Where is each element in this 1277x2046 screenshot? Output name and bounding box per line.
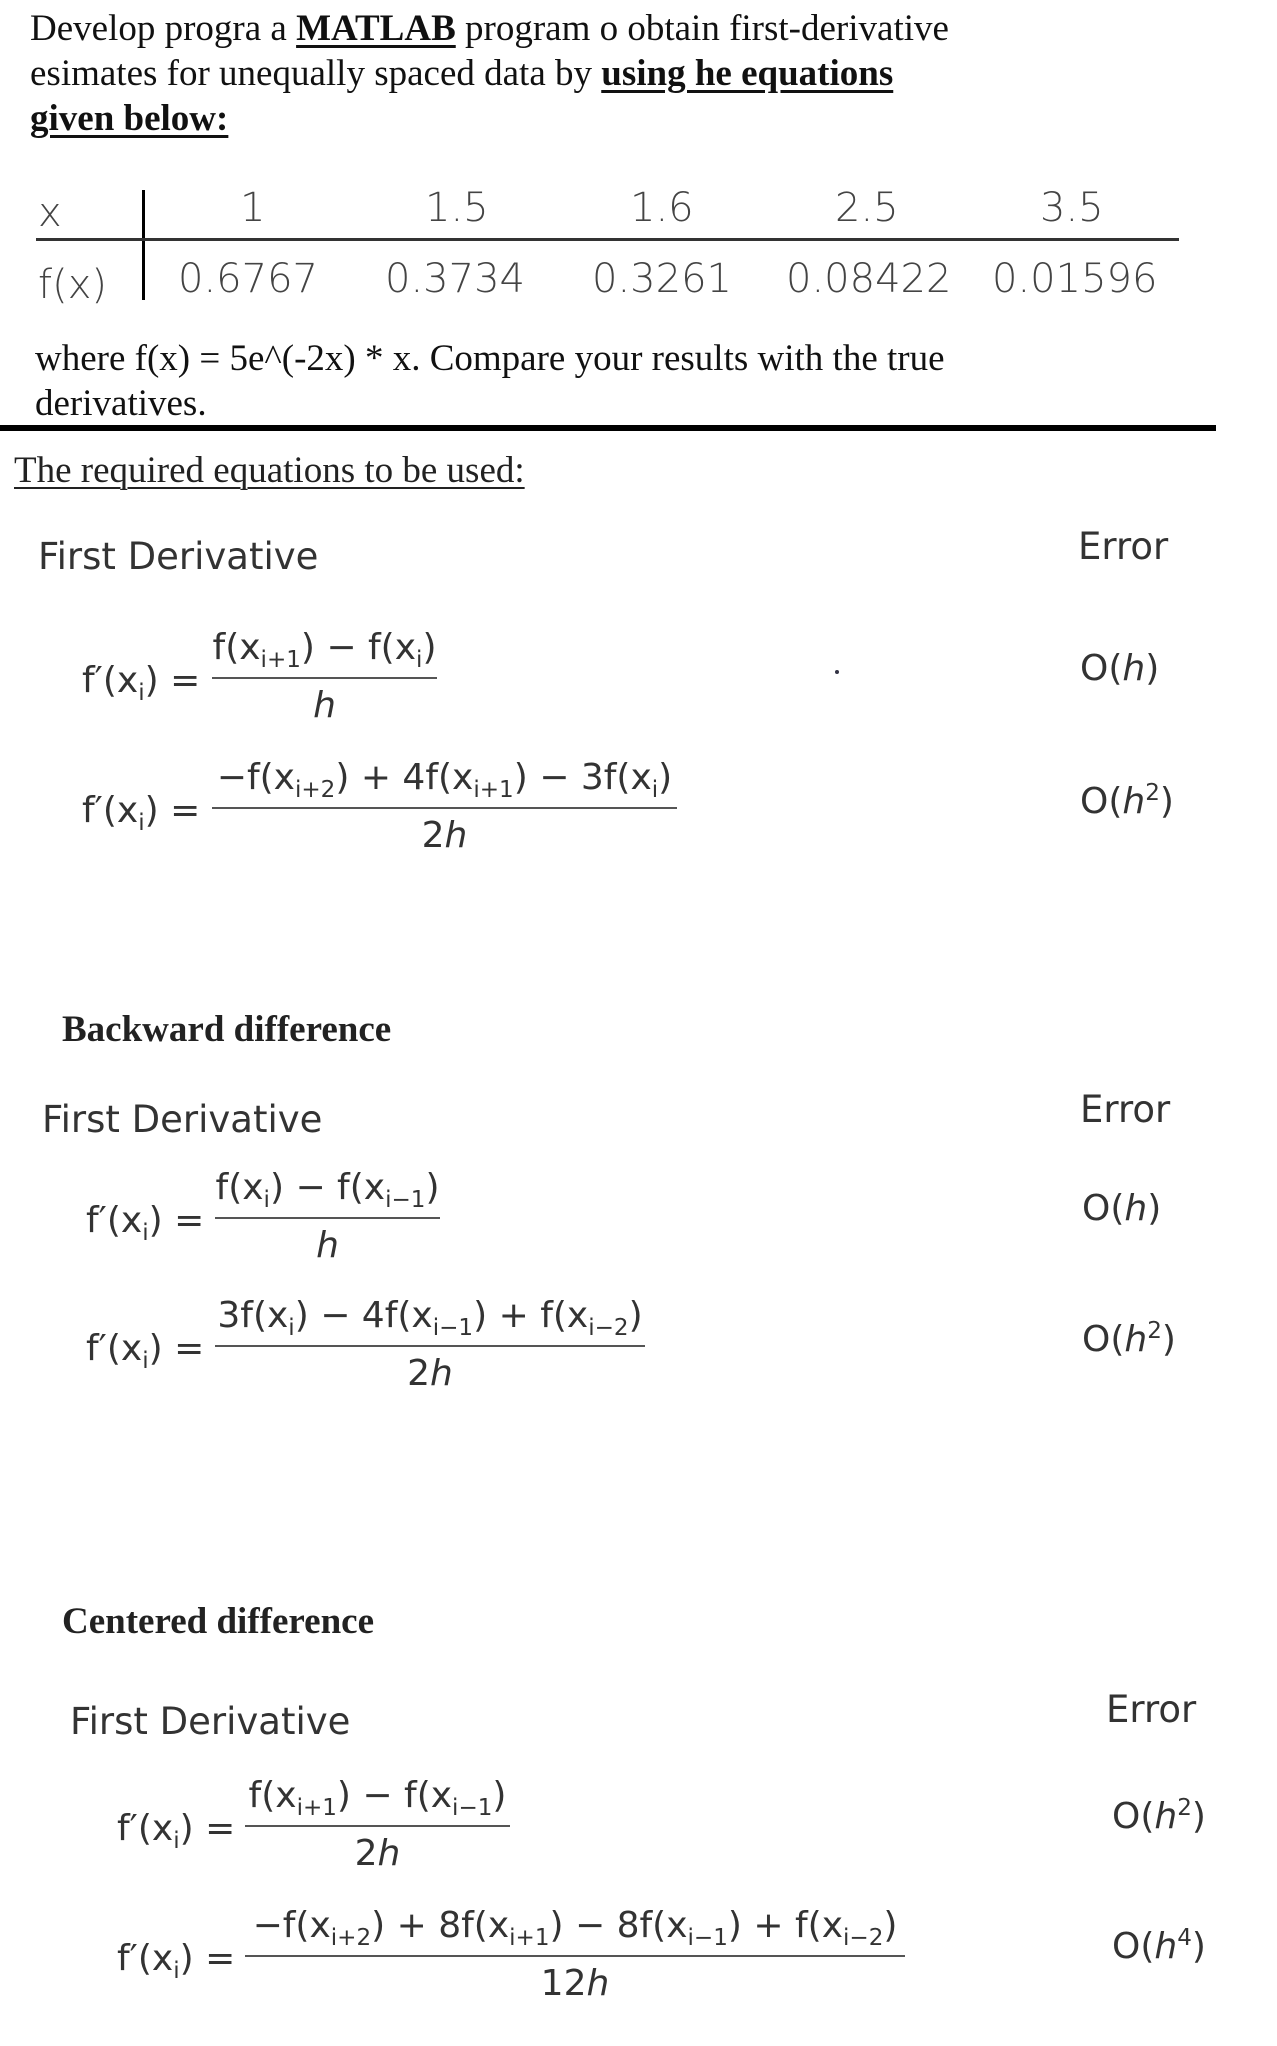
fraction-bar (245, 1955, 905, 1957)
fx-value: 0.3261 (592, 256, 732, 302)
problem-line-2 (30, 55, 893, 92)
first-derivative-label: First Derivative (38, 535, 319, 578)
numerator: $f(x_{i+1}) - f(x_i)$ (212, 627, 437, 674)
fraction-bar (215, 1345, 645, 1347)
numerator: $f(x_i) - f(x_{i-1})$ (215, 1167, 440, 1214)
error-order: $O(h^2)$ (1080, 780, 1174, 822)
fraction-bar (245, 1825, 510, 1827)
fx-label: f(x) (38, 262, 107, 308)
equations-heading: The required equations to be used: (14, 450, 525, 491)
error-order: $O(h^2)$ (1112, 1795, 1206, 1837)
x-label: x (38, 190, 62, 236)
numerator: $f(x_{i+1}) - f(x_{i-1})$ (248, 1775, 507, 1822)
fx-value: 0.6767 (178, 256, 318, 302)
equation-lhs: $f'(x_i)$ = (86, 1200, 205, 1247)
equation-lhs: $f'(x_i)$ = (82, 660, 201, 707)
fraction (215, 1295, 645, 1394)
error-label: Error (1080, 1088, 1171, 1131)
error-label: Error (1078, 525, 1169, 568)
fraction (212, 627, 437, 726)
fraction-bar (215, 1217, 440, 1219)
denominator: h (313, 685, 336, 727)
x-value: 3.5 (1040, 185, 1104, 231)
matlab-keyword: MATLAB (296, 8, 456, 49)
x-value: 1.6 (630, 185, 694, 231)
fraction (215, 1167, 440, 1266)
problem-line-1 (30, 10, 949, 47)
fraction (212, 757, 677, 856)
equation-lhs: $f'(x_i)$ = (82, 790, 201, 837)
backward-title: Backward difference (62, 1009, 392, 1050)
numerator: $-f(x_{i+2}) + 8f(x_{i+1}) - 8f(x_{i-1}) + f(x_{i-2})$ (252, 1905, 898, 1952)
table-vertical-rule (142, 190, 145, 300)
denominator: 2h (407, 1353, 453, 1395)
section-divider (0, 425, 1216, 431)
denominator: 12h (540, 1963, 610, 2005)
equation-lhs: $f'(x_i)$ = (117, 1938, 236, 1985)
x-value: 1.5 (425, 185, 489, 231)
where-line-2: derivatives. (35, 383, 207, 424)
fx-value: 0.08422 (786, 256, 952, 302)
problem-text: esimates for unequally spaced data by (30, 53, 602, 94)
numerator: $3f(x_i) - 4f(x_{i-1}) + f(x_{i-2})$ (217, 1295, 643, 1342)
denominator: 2h (354, 1833, 401, 1875)
numerator: $-f(x_{i+2}) + 4f(x_{i+1}) - 3f(x_i)$ (216, 757, 673, 804)
fraction (245, 1775, 510, 1874)
fraction-bar (212, 677, 437, 679)
emphasis-text: given below: (30, 98, 229, 139)
fx-value: 0.3734 (385, 256, 525, 302)
error-order: O(h) (1080, 648, 1160, 689)
fraction-bar (212, 807, 677, 809)
problem-line-3 (30, 100, 228, 137)
equation-lhs: $f'(x_i)$ = (86, 1328, 205, 1375)
where-line-1: where f(x) = 5e^(-2x) * x. Compare your results with the true (35, 338, 945, 379)
error-label: Error (1106, 1688, 1197, 1731)
emphasis-text: using he equations (601, 53, 894, 94)
stray-dot (835, 670, 839, 674)
fx-value: 0.01596 (992, 256, 1158, 302)
first-derivative-label: First Derivative (70, 1700, 351, 1743)
equation-lhs: $f'(x_i)$ = (117, 1808, 236, 1855)
first-derivative-label: First Derivative (42, 1098, 323, 1141)
centered-title: Centered difference (62, 1601, 374, 1642)
denominator: 2h (421, 815, 468, 857)
x-value: 2.5 (835, 185, 899, 231)
x-value: 1 (240, 185, 266, 231)
problem-text: Develop progra a (30, 8, 297, 49)
error-order: $O(h^2)$ (1082, 1318, 1176, 1360)
problem-text: program o obtain first-derivative (455, 8, 949, 49)
denominator: h (316, 1225, 339, 1267)
table-horizontal-rule (36, 238, 1179, 241)
error-order: O(h) (1082, 1188, 1162, 1229)
error-order: $O(h^4)$ (1112, 1925, 1206, 1967)
fraction (245, 1905, 905, 2004)
